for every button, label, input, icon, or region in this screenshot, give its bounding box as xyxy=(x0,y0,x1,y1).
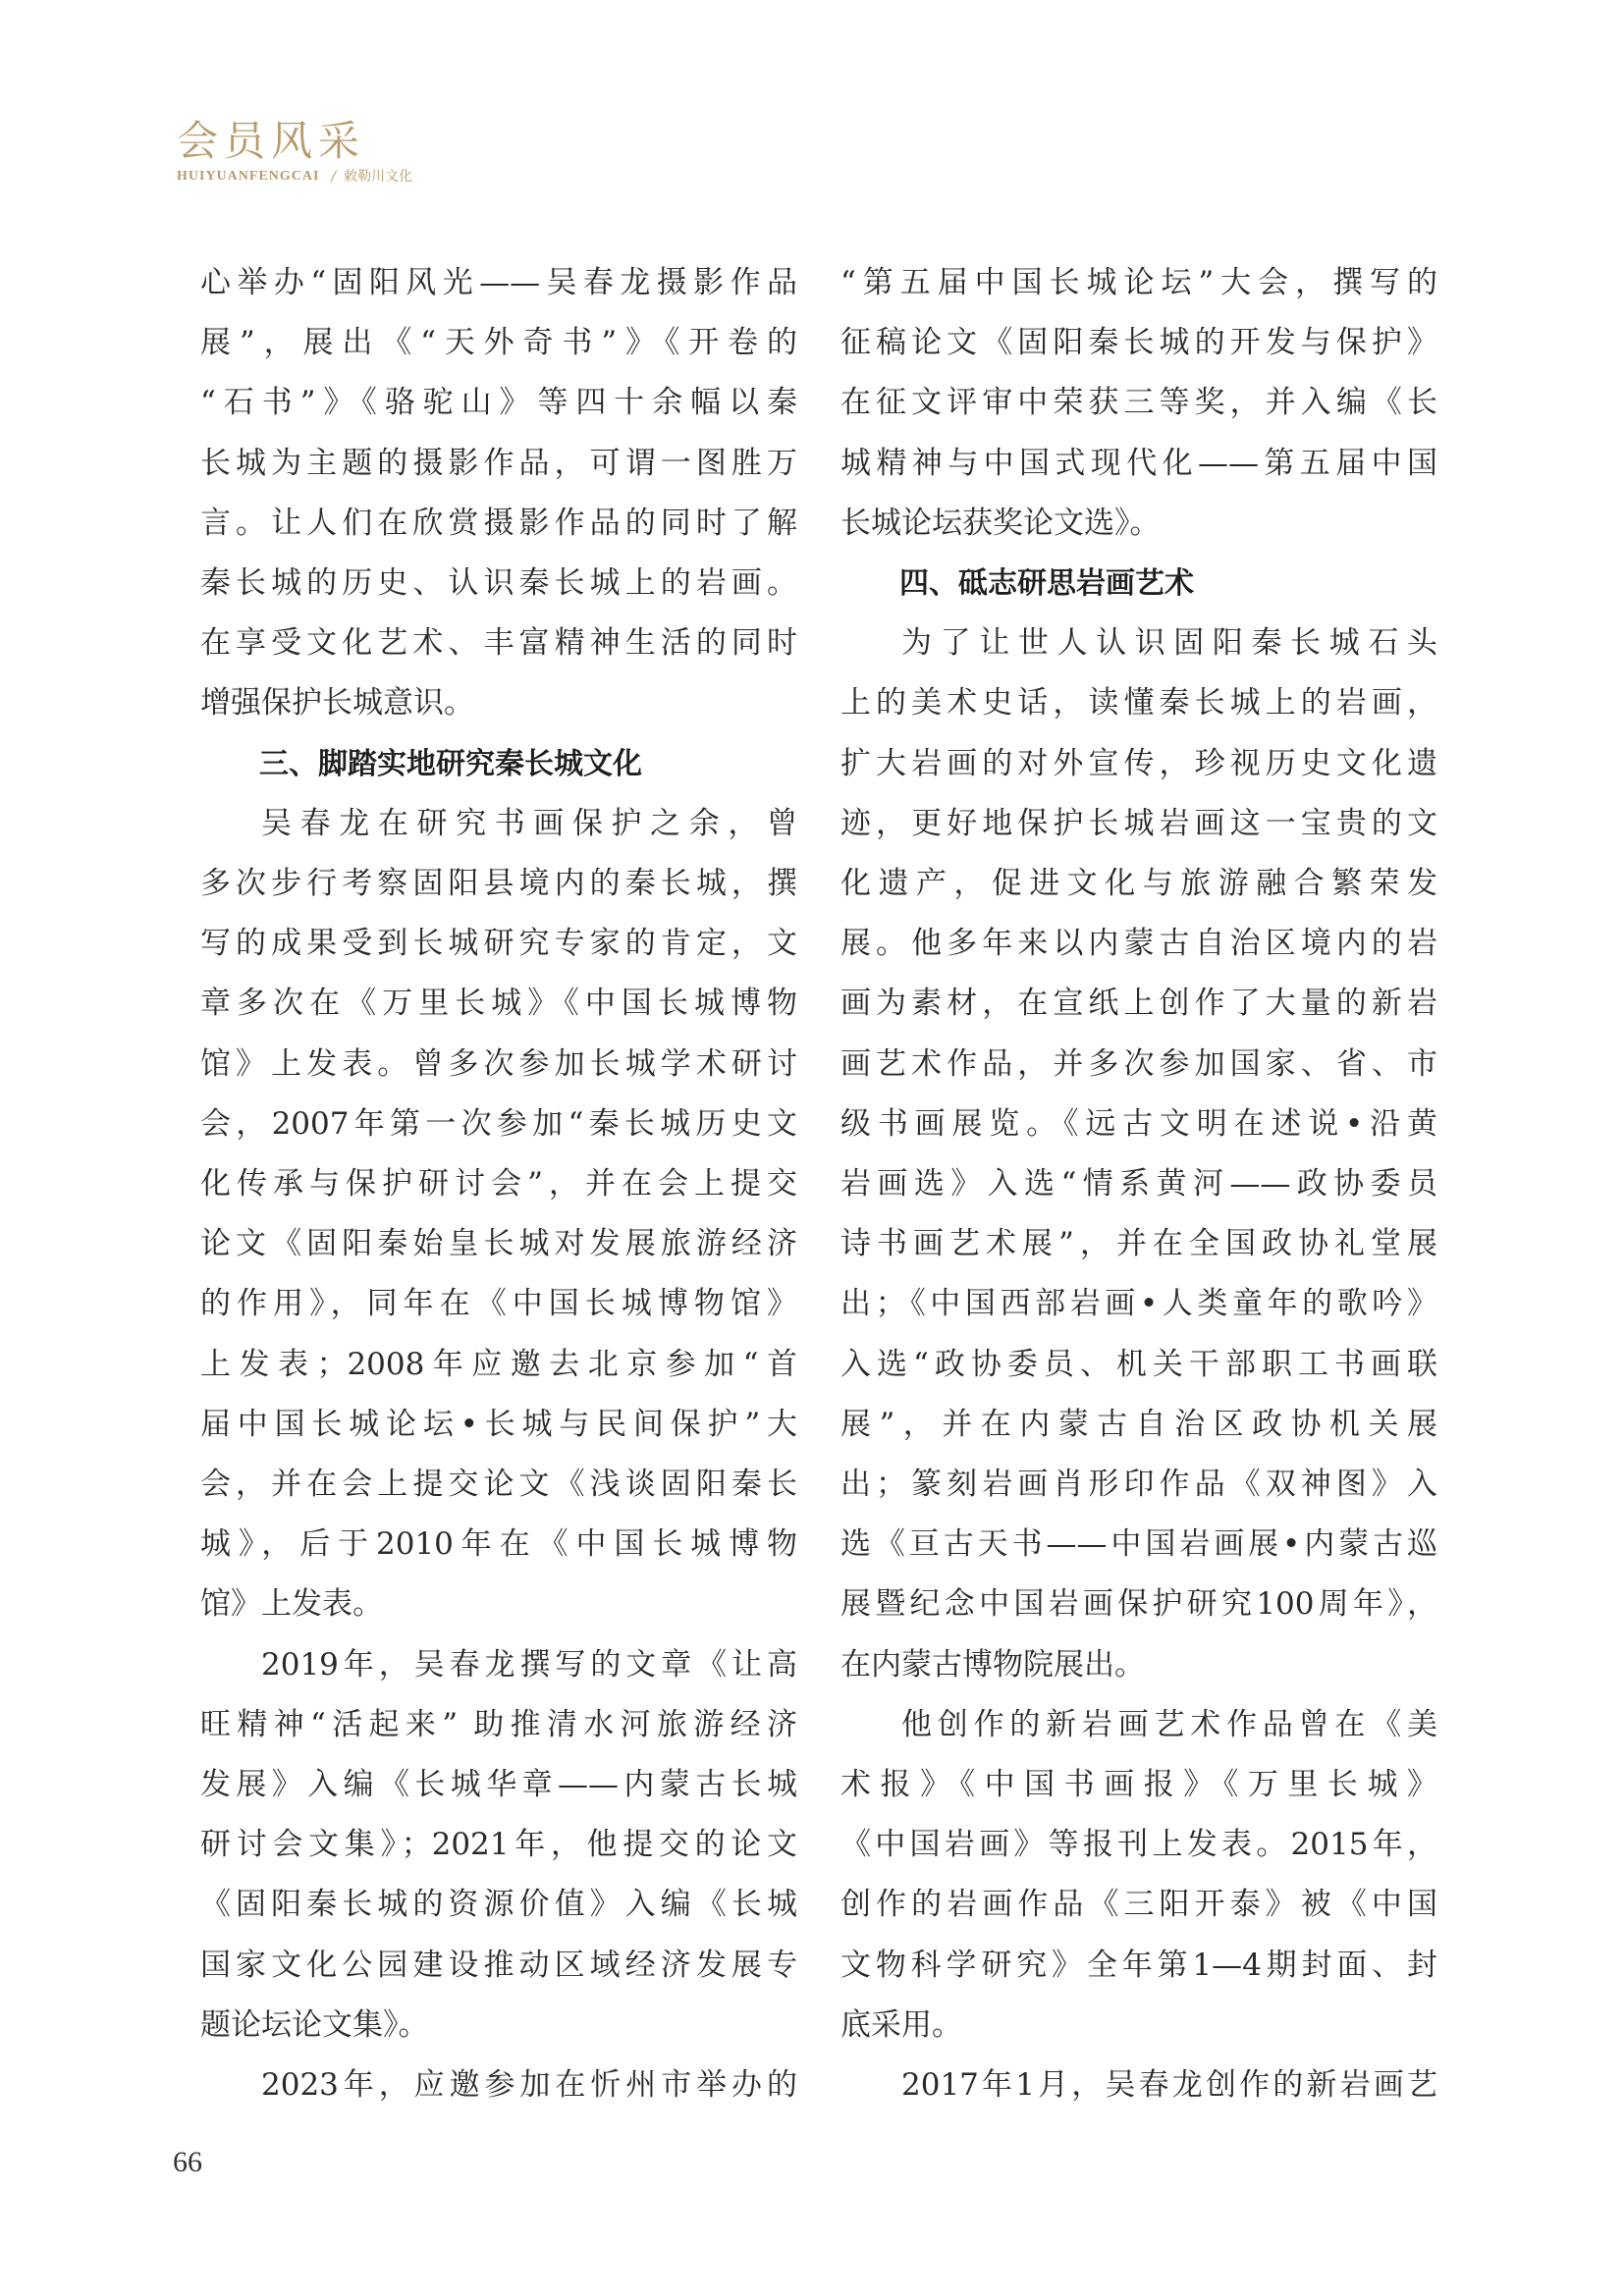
text-line: 2017年1月，吴春龙创作的新岩画艺 xyxy=(901,2067,1437,2104)
text-line: 《固阳秦长城的资源价值》入编《长城 xyxy=(200,1887,797,1923)
text-line: 画艺术作品，并多次参加国家、省、市 xyxy=(840,1045,1437,1082)
text-line: 文物科学研究》全年第1—4期封面、封 xyxy=(840,1947,1437,1983)
text-line: 岩画选》入选“情系黄河——政协委员 xyxy=(840,1166,1437,1202)
text-line: 底采用。 xyxy=(840,2006,962,2043)
text-line: 化遗产，促进文化与旅游融合繁荣发 xyxy=(840,866,1437,902)
text-line: 迹，更好地保护长城岩画这一宝贵的文 xyxy=(840,805,1437,841)
text-line: 级书画展览。《远古文明在述说•沿黄 xyxy=(840,1105,1437,1142)
text-line: 的作用》，同年在《中国长城博物馆》 xyxy=(200,1286,797,1322)
text-line: 展”，展出《“天外奇书”》《开卷的 xyxy=(200,325,797,361)
text-line: 长城论坛获奖论文选》。 xyxy=(840,505,1161,541)
text-line: 言。让人们在欣赏摄影作品的同时了解 xyxy=(200,505,797,541)
section-subtitle xyxy=(177,167,412,187)
text-line: 创作的岩画作品《三阳开泰》被《中国 xyxy=(840,1887,1437,1923)
text-line: 在享受文化艺术、丰富精神生活的同时 xyxy=(200,625,797,662)
text-line: 画为素材，在宣纸上创作了大量的新岩 xyxy=(840,986,1437,1022)
text-line: 出；《中国西部岩画•人类童年的歌吟》 xyxy=(840,1286,1437,1322)
text-line: 城精神与中国式现代化——第五届中国 xyxy=(840,445,1437,481)
section-heading: 三、脚踏实地研究秦长城文化 xyxy=(259,746,642,781)
text-line: 展”，并在内蒙古自治区政协机关展 xyxy=(840,1406,1437,1442)
text-line: 诗书画艺术展”，并在全国政协礼堂展 xyxy=(840,1226,1437,1262)
text-line: 多次步行考察固阳县境内的秦长城，撰 xyxy=(200,866,797,902)
text-line: 会，并在会上提交论文《浅谈固阳秦长 xyxy=(200,1467,797,1503)
text-line: 国家文化公园建设推动区域经济发展专 xyxy=(200,1947,797,1983)
text-line: 选《亘古天书——中国岩画展•内蒙古巡 xyxy=(840,1526,1437,1563)
text-line: 上发表；2008年应邀去北京参加“首 xyxy=(200,1346,797,1382)
text-line: 扩大岩画的对外宣传，珍视历史文化遗 xyxy=(840,745,1437,781)
text-line: 馆》上发表。 xyxy=(200,1586,383,1623)
text-line: 章多次在《万里长城》《中国长城博物 xyxy=(200,986,797,1022)
text-line: 他创作的新岩画艺术作品曾在《美 xyxy=(901,1706,1437,1742)
text-line: “第五届中国长城论坛”大会，撰写的 xyxy=(840,265,1437,300)
running-header xyxy=(177,116,412,187)
section-heading: 四、砥志研思岩画艺术 xyxy=(899,566,1194,602)
section-pinyin: HUIYUANFENGCAI xyxy=(177,169,320,184)
text-line: 2023年，应邀参加在忻州市举办的 xyxy=(261,2067,797,2104)
left-column xyxy=(200,253,797,2115)
right-column xyxy=(840,253,1437,2115)
text-line: 上的美术史话，读懂秦长城上的岩画， xyxy=(840,685,1437,721)
text-line: 入选“政协委员、机关干部职工书画联 xyxy=(840,1346,1437,1382)
text-line: 化传承与保护研讨会”，并在会上提交 xyxy=(200,1166,797,1202)
section-category: 敕勒川文化 xyxy=(344,169,413,185)
text-line: 题论坛论文集》。 xyxy=(200,2006,429,2043)
text-line: 旺精神“活起来” 助推清水河旅游经济 xyxy=(200,1706,797,1742)
text-line: 会，2007年第一次参加“秦长城历史文 xyxy=(200,1105,797,1142)
text-line: 展暨纪念中国岩画保护研究100周年》， xyxy=(840,1586,1437,1623)
page-number: 66 xyxy=(173,2146,202,2178)
text-line: 发展》入编《长城华章——内蒙古长城 xyxy=(200,1767,797,1803)
text-line: 在征文评审中荣获三等奖，并入编《长 xyxy=(840,385,1437,421)
section-title: 会员风采 xyxy=(177,117,366,165)
text-line: 为了让世人认识固阳秦长城石头 xyxy=(901,625,1437,662)
text-line: 城》，后于2010年在《中国长城博物 xyxy=(200,1526,797,1563)
text-line: 展。他多年来以内蒙古自治区境内的岩 xyxy=(840,926,1437,962)
text-line: 馆》上发表。曾多次参加长城学术研讨 xyxy=(200,1045,797,1082)
text-line: 《中国岩画》等报刊上发表。2015年， xyxy=(840,1827,1437,1863)
text-line: 增强保护长城意识。 xyxy=(200,685,474,721)
text-line: 秦长城的历史、认识秦长城上的岩画。 xyxy=(200,565,797,602)
text-line: 征稿论文《固阳秦长城的开发与保护》 xyxy=(840,325,1437,361)
text-line: 长城为主题的摄影作品，可谓一图胜万 xyxy=(200,445,797,481)
text-line: “石书”》《骆驼山》等四十余幅以秦 xyxy=(200,385,797,421)
text-line: 出；篆刻岩画肖形印作品《双神图》入 xyxy=(840,1467,1437,1503)
text-line: 吴春龙在研究书画保护之余，曾 xyxy=(261,805,797,841)
text-line: 研讨会文集》；2021年，他提交的论文 xyxy=(200,1827,797,1863)
text-line: 写的成果受到长城研究专家的肯定，文 xyxy=(200,926,797,962)
text-line: 术报》《中国书画报》《万里长城》 xyxy=(840,1767,1437,1803)
text-line: 在内蒙古博物院展出。 xyxy=(840,1646,1145,1682)
text-line: 心举办“固阳风光——吴春龙摄影作品 xyxy=(200,265,797,300)
text-line: 2019年，吴春龙撰写的文章《让高 xyxy=(261,1646,797,1682)
section-divider: / xyxy=(331,169,337,185)
text-line: 届中国长城论坛•长城与民间保护”大 xyxy=(200,1406,797,1442)
text-line: 论文《固阳秦始皇长城对发展旅游经济 xyxy=(200,1226,797,1262)
